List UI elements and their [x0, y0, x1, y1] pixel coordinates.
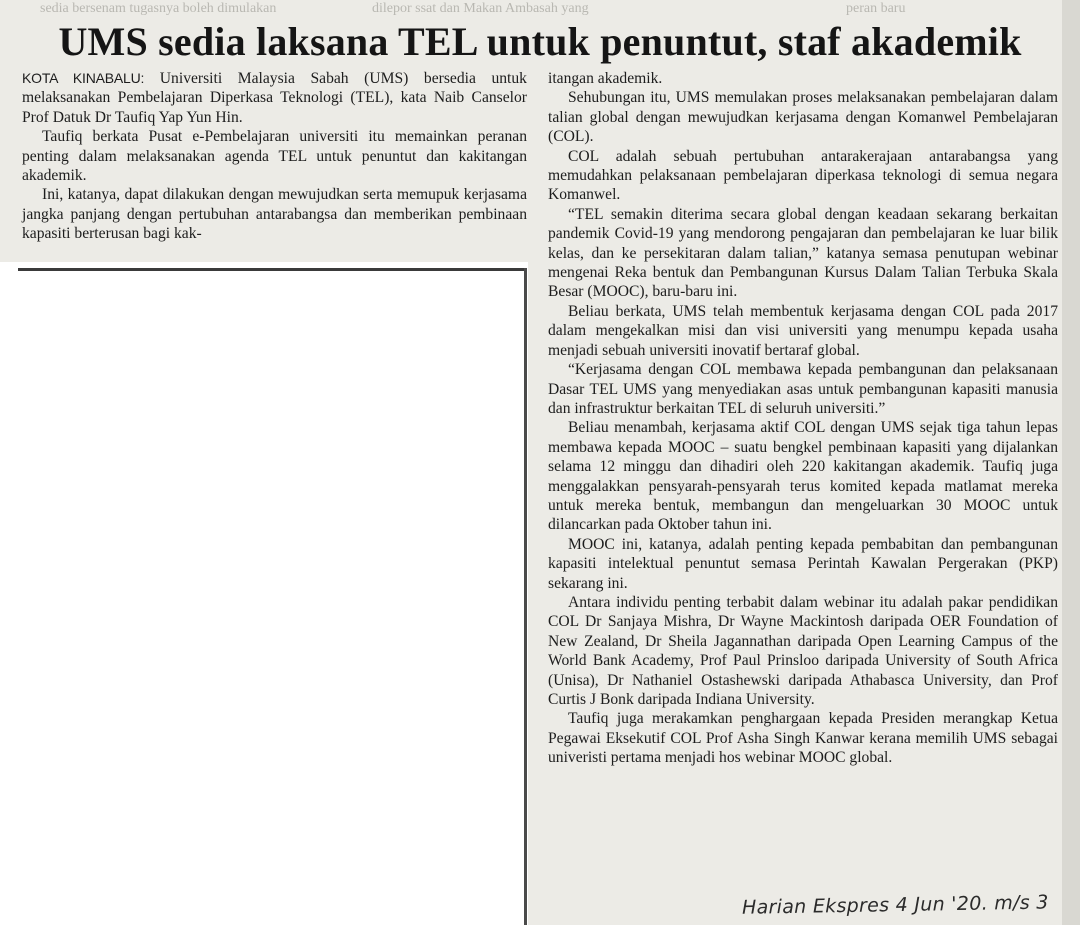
article-paragraph: Ini, katanya, dapat dilakukan dengan mewujudkan serta memupuk kerjasama jangka panjang dengan pertubuhan antarabangsa dan memberikan pembinaan kapasiti berterusan bagi kak- [22, 186, 527, 243]
article-column-left [22, 69, 527, 244]
bleed-text-top-right: peran baru [846, 1, 906, 16]
article-paragraph: MOOC ini, katanya, adalah penting kepada pembabitan dan pembangunan kapasiti intelektual penuntut semasa Perintah Kawalan Pergerakan (PKP) sekarang ini. [548, 535, 1058, 592]
bleed-text-top-left: sedia bersenam tugasnya boleh dimulakan [40, 1, 277, 16]
article-paragraph: Taufiq juga merakamkan penghargaan kepada Presiden merangkap Ketua Pegawai Eksekutif COL Prof Asha Singh Kanwar kerana memilih UMS sebagai univeristi pertama menjadi hos webinar MOOC global. [548, 710, 1058, 767]
box-side-rule [524, 268, 527, 925]
article-paragraph: Beliau berkata, UMS telah membentuk kerjasama dengan COL pada 2017 dalam mengekalkan misi dan visi universiti yang menumpu kepada usaha menjadi sebuah universiti inovatif bertaraf global. [548, 302, 1058, 359]
box-top-rule [18, 268, 526, 271]
adjacent-page-edge [1062, 0, 1080, 925]
article-paragraph: itangan akademik. [548, 70, 663, 87]
article-paragraph: Antara individu penting terbabit dalam webinar itu adalah pakar pendidikan COL Dr Sanjaya Mishra, Dr Wayne Mackintosh daripada OER Foundation of New Zealand, Dr Sheila Jagannathan daripada Open Learning Campus of the World Bank Academy, Prof Paul Prinsloo daripada University of South Africa (Unisa), Dr Nathaniel Ostashewski daripada Athabasca University, dan Prof Curtis J Bonk daripada Indiana University. [548, 593, 1058, 708]
paragraph-text: Universiti Malaysia Sabah (UMS) bersedia untuk melaksanakan Pembelajaran Diperkasa Teknologi (TEL), kata Naib Canselor Prof Datuk Dr Taufiq Yap Yun Hin. [22, 70, 527, 126]
article-paragraph: “TEL semakin diterima secara global dengan keadaan sekarang berkaitan pandemik Covid-19 yang mendorong pengajaran dan pembelajaran ke luar bilik kelas, dan ke persekitaran dalam talian,” katanya semasa penutupan webinar mengenai Reka bentuk dan Pembangunan Kursus Dalam Talian Terbuka Skala Besar (MOOC), baru-baru ini. [548, 205, 1058, 301]
article-paragraph: Sehubungan itu, UMS memulakan proses melaksanakan pembelajaran dalam talian global dengan mewujudkan kerjasama dengan Komanwel Pembelajaran (COL). [548, 89, 1058, 146]
article-column-right [548, 69, 1058, 768]
article-headline: UMS sedia laksana TEL untuk penuntut, staf akademik [58, 19, 1022, 64]
article-paragraph: COL adalah sebuah pertubuhan antarakerajaan antarabangsa yang memudahkan pelaksanaan pembelajaran diperkasa teknologi di semua negara Komanwel. [548, 147, 1058, 204]
article-paragraph: Beliau menambah, kerjasama aktif COL dengan UMS sejak tiga tahun lepas membawa kepada MOOC – suatu bengkel pembinaan kapasiti yang dijalankan selama 12 minggu dan dihadiri oleh 220 kakitangan akademik. Taufiq juga menggalakkan pensyarah-pensyarah terus komited kepada matlamat mereka untuk mereka bentuk, membangun dan mengeluarkan 30 MOOC untuk dilancarkan pada Oktober tahun ini. [548, 419, 1058, 534]
handwritten-source-note: Harian Ekspres 4 Jun '20. m/s 3 [741, 891, 1049, 919]
bleed-text-top-mid: dilepor ssat dan Makan Ambasah yang [372, 1, 589, 16]
dateline: KOTA KINABALU: [22, 70, 145, 86]
blank-clipping-area [0, 262, 528, 925]
article-paragraph [22, 69, 527, 127]
article-paragraph: “Kerjasama dengan COL membawa kepada pembangunan dan pelaksanaan Dasar TEL UMS yang menyediakan asas untuk pembangunan kapasiti manusia dan infrastruktur berkaitan TEL di seluruh universiti.” [548, 361, 1058, 417]
article-paragraph: Taufiq berkata Pusat e-Pembelajaran universiti itu memainkan peranan penting dalam melaksanakan agenda TEL untuk penuntut dan kakitangan akademik. [22, 128, 527, 185]
